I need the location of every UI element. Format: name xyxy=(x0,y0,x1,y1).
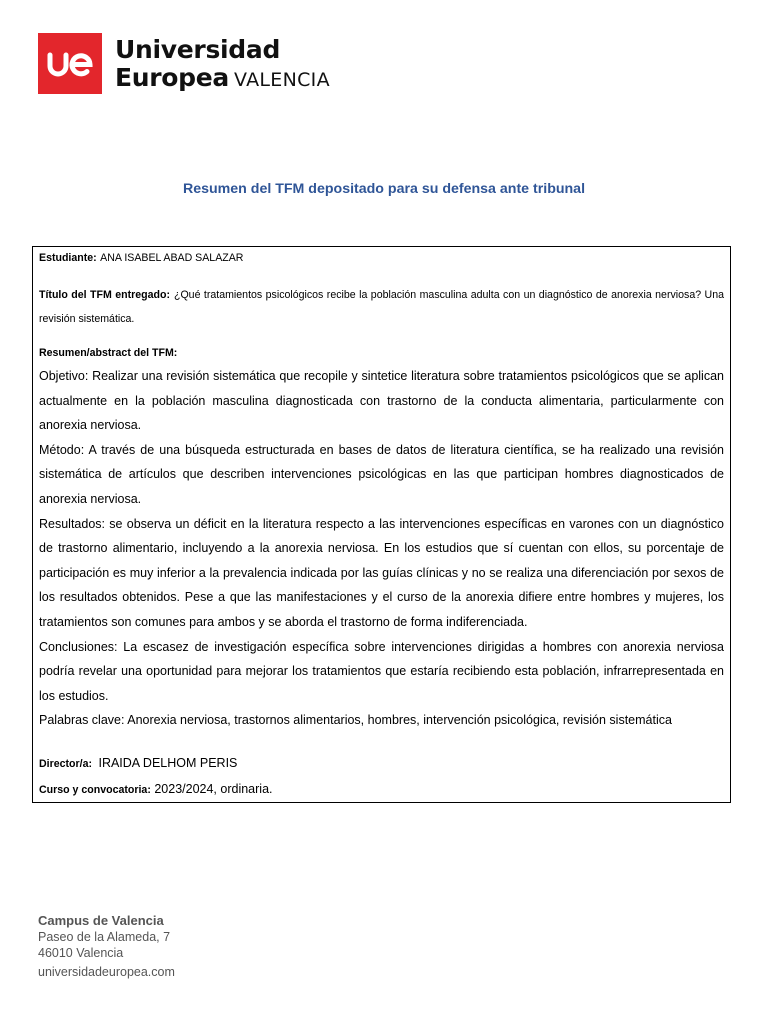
director-label: Director/a: xyxy=(39,757,92,770)
abstract-label-row xyxy=(39,344,724,362)
abstract-keywords: Palabras clave: Anorexia nerviosa, trastornos alimentarios, hombres, intervención psicológica, revisión sistemática xyxy=(39,713,672,728)
footer-website-link[interactable]: universidadeuropea.com xyxy=(38,965,175,979)
course-label: Curso y convocatoria: xyxy=(39,783,151,796)
director-value: IRAIDA DELHOM PERIS xyxy=(98,755,238,770)
course-value: 2023/2024, ordinaria. xyxy=(154,781,273,796)
document-title: Resumen del TFM depositado para su defensa ante tribunal xyxy=(182,181,586,197)
ue-logo-icon xyxy=(38,33,102,94)
footer-address-line2: 46010 Valencia xyxy=(38,946,124,960)
student-row xyxy=(39,249,724,267)
director-row xyxy=(39,755,724,773)
abstract-method: Método: A través de una búsqueda estructurada en bases de datos de literatura científica, se ha realizado una revisión sistemática de artículos que describen intervenciones psicológicas en las que participan hombres diagnosticados de anorexia nerviosa. xyxy=(39,442,724,506)
thesis-title-label: Título del TFM entregado: xyxy=(39,289,170,301)
logo-text-universidad: Universidad xyxy=(115,35,281,64)
summary-form-box xyxy=(32,246,731,803)
student-label: Estudiante: xyxy=(39,252,97,264)
student-value: ANA ISABEL ABAD SALAZAR xyxy=(100,252,244,264)
thesis-title-value: ¿Qué tratamientos psicológicos recibe la población masculina adulta con un diagnóstico de anorexia nerviosa? Una revisión sistemática. xyxy=(39,289,724,325)
footer-campus: Campus de Valencia xyxy=(38,913,164,928)
ue-monogram-icon xyxy=(46,49,94,79)
logo-text-europea: Europea xyxy=(115,63,230,92)
logo-text-valencia: VALENCIA xyxy=(234,69,330,91)
thesis-title-row xyxy=(39,283,724,331)
footer-address xyxy=(38,913,175,980)
abstract-text xyxy=(39,364,724,733)
abstract-label: Resumen/abstract del TFM: xyxy=(39,347,178,359)
abstract-conclusions: Conclusiones: La escasez de investigación específica sobre intervenciones dirigidas a hombres con anorexia nerviosa podría revelar una oportunidad para mejorar los tratamientos que estaría recibiendo esta población, infrarrepresentada en los estudios. xyxy=(39,639,724,703)
abstract-objective: Objetivo: Realizar una revisión sistemática que recopile y sintetice literatura sobre tratamientos psicológicos que se aplican actualmente en la población masculina diagnosticada con trastorno de la conducta alimentaria, particularmente con anorexia nerviosa. xyxy=(39,369,724,433)
abstract-results: Resultados: se observa un déficit en la literatura respecto a las intervenciones específicas en varones con un diagnóstico de trastorno alimentario, incluyendo a la anorexia nerviosa. En los estudios que sí cuentan con ellos, su porcentaje de participación es muy inferior a la prevalencia indicada por las guías clínicas y no se realiza una diferenciación por sexos de los resultados obtenidos. Pese a que las manifestaciones y el curso de la anorexia difiere entre hombres y mujeres, los tratamientos son comunes para ambos y se aborda el trastorno de forma indiferenciada. xyxy=(39,516,724,629)
course-row xyxy=(39,781,724,799)
university-logo xyxy=(38,33,330,94)
footer-address-line1: Paseo de la Alameda, 7 xyxy=(38,930,171,944)
